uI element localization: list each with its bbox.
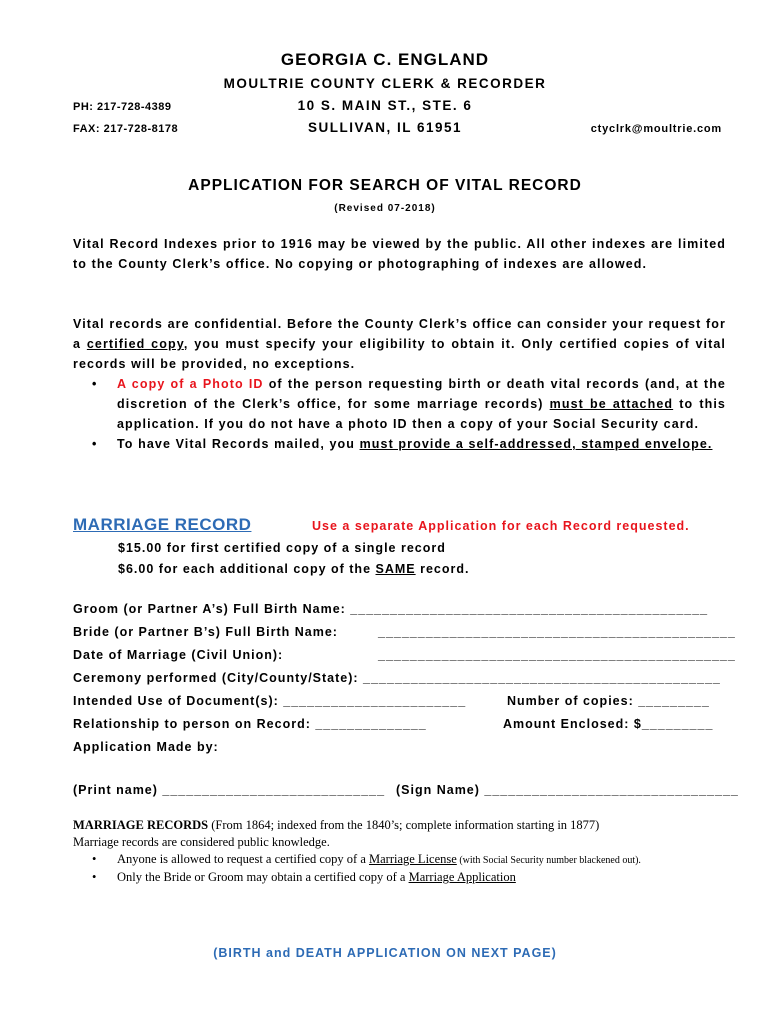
phone-number: PH: 217-728-4389 xyxy=(73,101,172,113)
indexes-text: Vital Record Indexes prior to 1916 may be viewed by the public. All other indexes are limited to the County Clerk’s office. No copying or photographing of indexes are allowed. xyxy=(73,237,726,271)
must-be-attached-text: must be attached xyxy=(549,397,674,411)
bride-name-field[interactable]: _____________________________________________ xyxy=(378,625,736,639)
next-page-note: (BIRTH and DEATH APPLICATION ON NEXT PAGE) xyxy=(213,946,557,960)
public-knowledge-line: Marriage records are considered public knowledge. xyxy=(73,835,330,849)
intro-paragraph-1 xyxy=(73,234,726,274)
clerk-name: GEORGIA C. ENGLAND xyxy=(280,50,490,69)
confidential-text-b: , you must specify your eligibility to obtain it. Only certified copies of vital records will be provided, no exceptions. xyxy=(73,337,727,371)
envelope-text: must provide a self-addressed, stamped envelope. xyxy=(359,437,713,451)
fee-additional-a: $6.00 for each additional copy of the xyxy=(118,562,376,576)
marriage-license-text: Marriage License xyxy=(369,852,457,866)
license-rule xyxy=(73,851,733,869)
relationship-field[interactable]: Relationship to person on Record: ______________ xyxy=(73,717,427,731)
license-rule-a: Anyone is allowed to request a certified copy of a xyxy=(117,852,369,866)
marriage-date-label: Date of Marriage (Civil Union): xyxy=(73,648,284,662)
application-rule xyxy=(73,869,733,886)
license-rule-small: (with Social Security number blackened out). xyxy=(456,855,641,866)
requirements-list xyxy=(73,374,726,454)
email-address: ctyclrk@moultrie.com xyxy=(590,123,722,135)
fee-additional-copy xyxy=(118,562,469,576)
ceremony-location-field[interactable]: Ceremony performed (City/County/State): _____________________________________________ xyxy=(73,671,721,685)
confidential-text xyxy=(73,314,726,374)
street-address: 10 S. MAIN ST., STE. 6 xyxy=(297,98,473,113)
print-name-field[interactable]: (Print name) ____________________________ xyxy=(73,783,386,797)
photo-id-text-a: of the person requesting birth or death vital records (and, at the discretion of the Clerk’s office, for some marriage records) xyxy=(117,377,726,411)
groom-name-field[interactable]: Groom (or Partner A’s) Full Birth Name: _____________________________________________ xyxy=(73,602,709,616)
marriage-records-bold: MARRIAGE RECORDS xyxy=(73,818,209,832)
fax-number: FAX: 217-728-8178 xyxy=(73,123,179,135)
marriage-records-line xyxy=(73,817,733,834)
confidential-text-a: Vital records are confidential. Before the County Clerk’s office can consider your request for a xyxy=(73,317,726,351)
mail-text-a: To have Vital Records mailed, you xyxy=(117,437,360,451)
same-text: SAME xyxy=(375,562,416,576)
marriage-records-list xyxy=(73,851,733,886)
page-title: APPLICATION FOR SEARCH OF VITAL RECORD xyxy=(188,177,582,194)
marriage-application-text: Marriage Application xyxy=(408,870,516,884)
photo-id-highlight: A copy of a Photo ID xyxy=(117,377,264,391)
marriage-record-heading: MARRIAGE RECORD xyxy=(73,515,252,534)
photo-id-text-b: to this application. If you do not have a photo ID then a copy of your Social Security card. xyxy=(117,397,726,431)
number-of-copies-field[interactable]: Number of copies: _________ xyxy=(507,694,710,708)
separate-application-note: Use a separate Application for each Record requested. xyxy=(312,519,690,533)
fee-first-copy: $15.00 for first certified copy of a single record xyxy=(118,541,446,555)
marriage-date-field[interactable]: _____________________________________________ xyxy=(378,648,736,662)
intro-paragraph-2 xyxy=(73,314,726,454)
office-title: MOULTRIE COUNTY CLERK & RECORDER xyxy=(223,76,547,91)
certified-copy-text: certified copy xyxy=(86,337,184,351)
marriage-records-info xyxy=(73,817,733,886)
revision-date: (Revised 07-2018) xyxy=(334,203,436,214)
photo-id-requirement xyxy=(73,374,726,434)
application-rule-a: Only the Bride or Groom may obtain a certified copy of a xyxy=(117,870,409,884)
amount-enclosed-field[interactable]: Amount Enclosed: $_________ xyxy=(503,717,714,731)
application-made-by-label: Application Made by: xyxy=(73,740,219,754)
fee-additional-b: record. xyxy=(415,562,470,576)
intended-use-field[interactable]: Intended Use of Document(s): _______________________ xyxy=(73,694,467,708)
city-address: SULLIVAN, IL 61951 xyxy=(307,120,463,135)
bride-name-label: Bride (or Partner B’s) Full Birth Name: xyxy=(73,625,338,639)
marriage-records-dates: (From 1864; indexed from the 1840’s; complete information starting in 1877) xyxy=(208,818,600,832)
mail-requirement xyxy=(73,434,726,454)
sign-name-field[interactable]: (Sign Name) ________________________________ xyxy=(396,783,739,797)
